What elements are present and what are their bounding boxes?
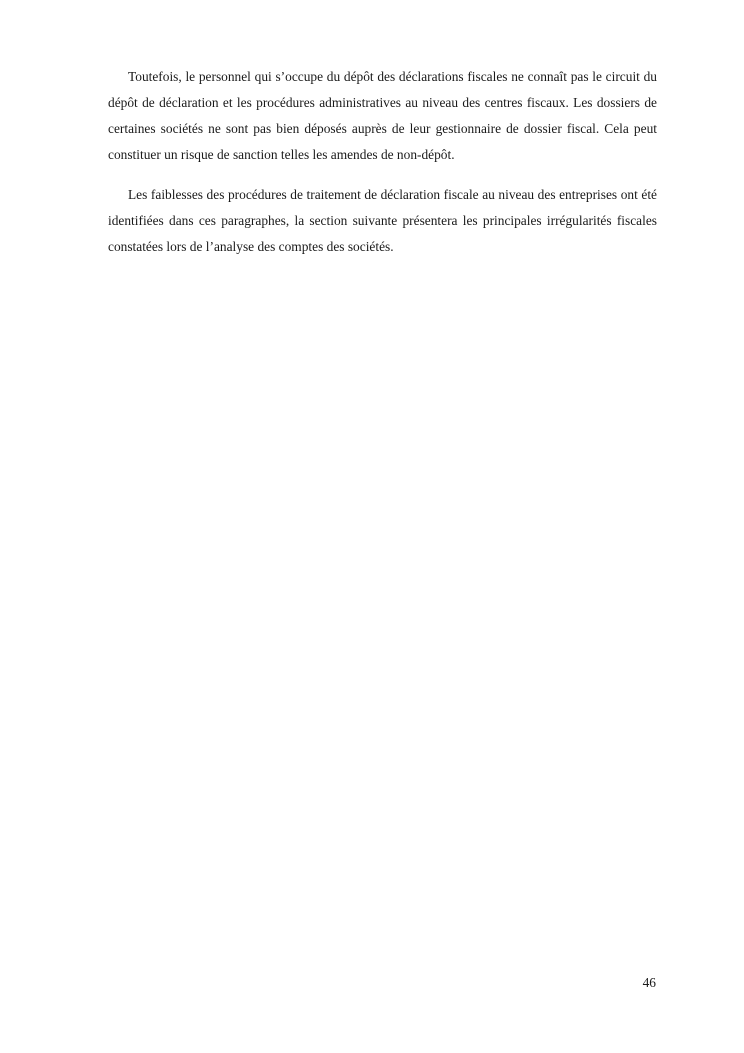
paragraph-personnel-depot: Toutefois, le personnel qui s’occupe du dépôt des déclarations fiscales ne connaît pas le circuit du dépôt de déclaration et les procédures administratives au niveau des centres fiscaux. Les dossiers de certaines sociétés ne sont pas bien déposés auprès de leur gestionnaire de dossier fiscal. Cela peut constituer un risque de sanction telles les amendes de non-dépôt. (108, 69, 657, 162)
page-number: 46 (642, 975, 656, 990)
body-text (108, 64, 657, 274)
paragraph-faiblesses-procedures: Les faiblesses des procédures de traitement de déclaration fiscale au niveau des entreprises ont été identifiées dans ces paragraphes, la section suivante présentera les principales irrégularités fiscales constatées lors de l’analyse des comptes des sociétés. (108, 187, 657, 254)
